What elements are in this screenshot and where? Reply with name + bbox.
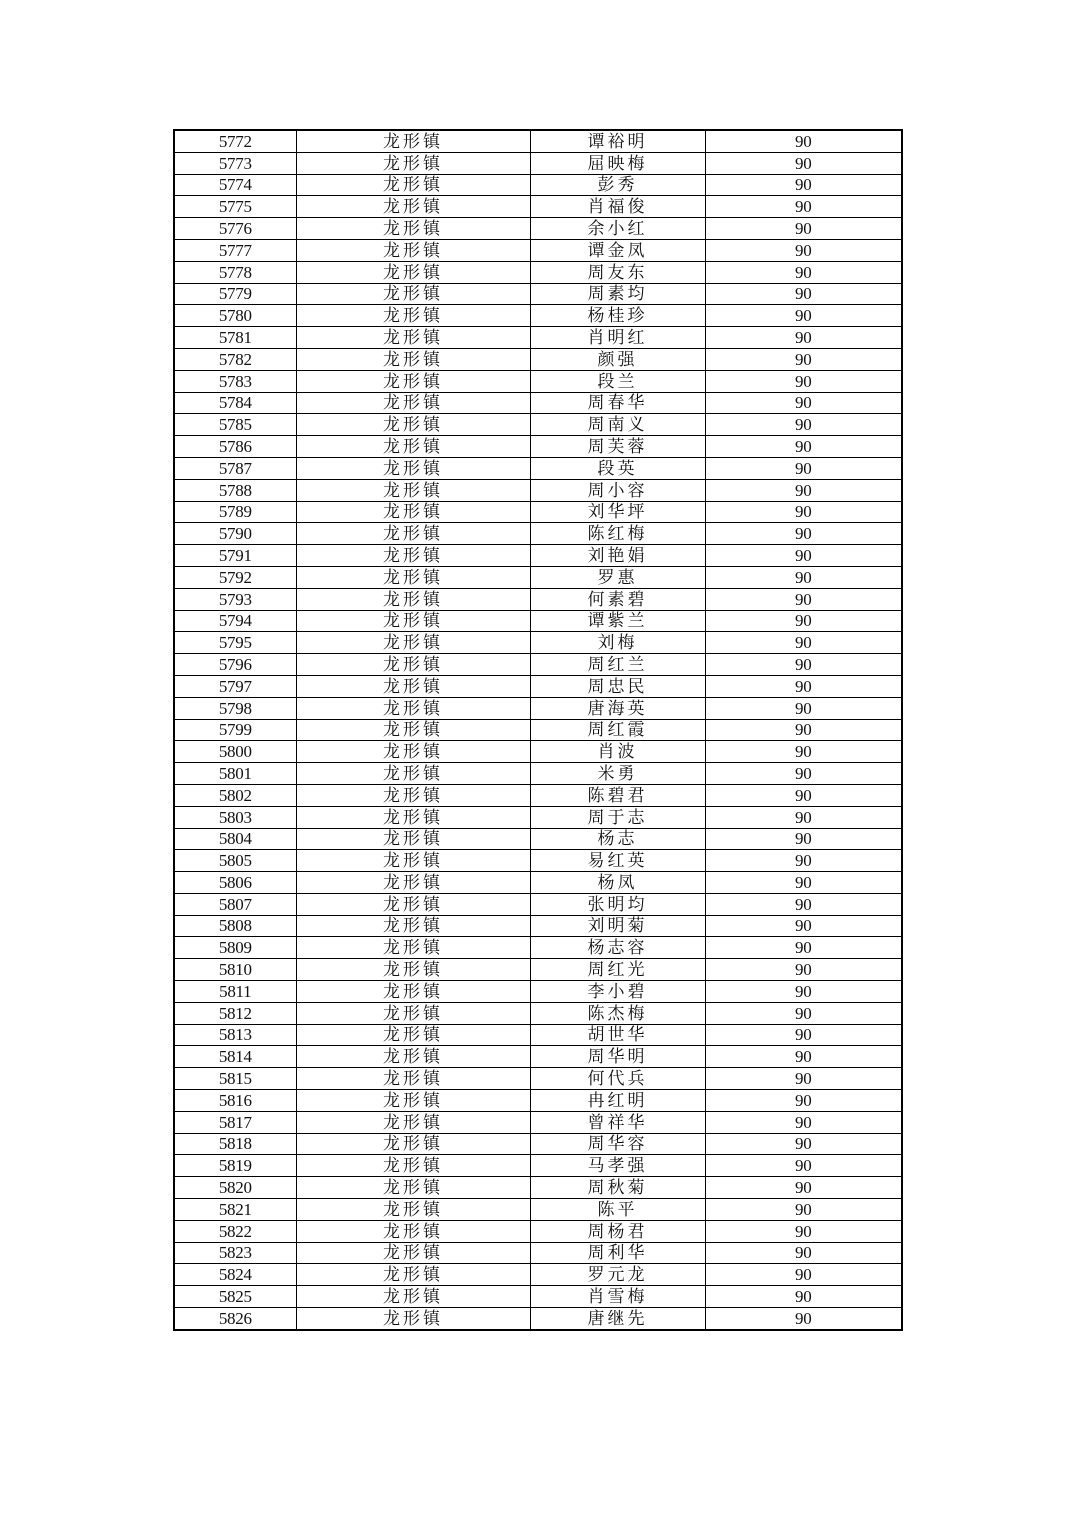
table-row — [174, 1090, 902, 1112]
name-cell: 陈红梅 — [530, 523, 705, 545]
amount-cell: 90 — [705, 1090, 902, 1112]
table-row — [174, 283, 902, 305]
name-cell: 周素均 — [530, 283, 705, 305]
table-row — [174, 152, 902, 174]
town-cell: 龙形镇 — [296, 828, 530, 850]
table-row — [174, 130, 902, 152]
table-row — [174, 959, 902, 981]
row-number-cell: 5807 — [174, 893, 296, 915]
row-number-cell: 5818 — [174, 1133, 296, 1155]
town-cell: 龙形镇 — [296, 763, 530, 785]
name-cell: 刘艳娟 — [530, 545, 705, 567]
name-cell: 何代兵 — [530, 1068, 705, 1090]
table-row — [174, 654, 902, 676]
name-cell: 杨桂珍 — [530, 305, 705, 327]
table-row — [174, 370, 902, 392]
row-number-cell: 5796 — [174, 654, 296, 676]
town-cell: 龙形镇 — [296, 675, 530, 697]
town-cell: 龙形镇 — [296, 1002, 530, 1024]
name-cell: 周友东 — [530, 261, 705, 283]
town-cell: 龙形镇 — [296, 174, 530, 196]
row-number-cell: 5773 — [174, 152, 296, 174]
name-cell: 周芙蓉 — [530, 436, 705, 458]
town-cell: 龙形镇 — [296, 1286, 530, 1308]
table-row — [174, 893, 902, 915]
name-cell: 周于志 — [530, 806, 705, 828]
name-cell: 周红兰 — [530, 654, 705, 676]
row-number-cell: 5802 — [174, 784, 296, 806]
town-cell: 龙形镇 — [296, 218, 530, 240]
town-cell: 龙形镇 — [296, 1090, 530, 1112]
amount-cell: 90 — [705, 239, 902, 261]
town-cell: 龙形镇 — [296, 523, 530, 545]
table-row — [174, 566, 902, 588]
table-row — [174, 261, 902, 283]
town-cell: 龙形镇 — [296, 784, 530, 806]
table-row — [174, 1068, 902, 1090]
name-cell: 刘华坪 — [530, 501, 705, 523]
town-cell: 龙形镇 — [296, 915, 530, 937]
amount-cell: 90 — [705, 697, 902, 719]
name-cell: 周杨君 — [530, 1220, 705, 1242]
town-cell: 龙形镇 — [296, 697, 530, 719]
table-row — [174, 305, 902, 327]
table-row — [174, 457, 902, 479]
town-cell: 龙形镇 — [296, 1308, 530, 1330]
name-cell: 易红英 — [530, 850, 705, 872]
amount-cell: 90 — [705, 675, 902, 697]
row-number-cell: 5774 — [174, 174, 296, 196]
town-cell: 龙形镇 — [296, 479, 530, 501]
name-cell: 肖福俊 — [530, 196, 705, 218]
amount-cell: 90 — [705, 1024, 902, 1046]
amount-cell: 90 — [705, 327, 902, 349]
row-number-cell: 5826 — [174, 1308, 296, 1330]
amount-cell: 90 — [705, 566, 902, 588]
row-number-cell: 5824 — [174, 1264, 296, 1286]
table-row — [174, 414, 902, 436]
table-row — [174, 1155, 902, 1177]
row-number-cell: 5805 — [174, 850, 296, 872]
amount-cell: 90 — [705, 370, 902, 392]
name-cell: 段兰 — [530, 370, 705, 392]
table-row — [174, 697, 902, 719]
row-number-cell: 5808 — [174, 915, 296, 937]
table-row — [174, 479, 902, 501]
amount-cell: 90 — [705, 545, 902, 567]
table-row — [174, 1133, 902, 1155]
row-number-cell: 5779 — [174, 283, 296, 305]
town-cell: 龙形镇 — [296, 152, 530, 174]
name-cell: 陈碧君 — [530, 784, 705, 806]
name-cell: 杨凤 — [530, 872, 705, 894]
town-cell: 龙形镇 — [296, 392, 530, 414]
name-cell: 彭秀 — [530, 174, 705, 196]
table-row — [174, 1286, 902, 1308]
name-cell: 肖雪梅 — [530, 1286, 705, 1308]
name-cell: 杨志 — [530, 828, 705, 850]
row-number-cell: 5821 — [174, 1199, 296, 1221]
town-cell: 龙形镇 — [296, 937, 530, 959]
name-cell: 刘明菊 — [530, 915, 705, 937]
amount-cell: 90 — [705, 283, 902, 305]
name-cell: 冉红明 — [530, 1090, 705, 1112]
row-number-cell: 5823 — [174, 1242, 296, 1264]
amount-cell: 90 — [705, 588, 902, 610]
table-row — [174, 348, 902, 370]
amount-cell: 90 — [705, 1308, 902, 1330]
amount-cell: 90 — [705, 305, 902, 327]
row-number-cell: 5809 — [174, 937, 296, 959]
table-row — [174, 1220, 902, 1242]
table-row — [174, 850, 902, 872]
table-row — [174, 501, 902, 523]
amount-cell: 90 — [705, 893, 902, 915]
town-cell: 龙形镇 — [296, 1024, 530, 1046]
table-row — [174, 1024, 902, 1046]
amount-cell: 90 — [705, 1177, 902, 1199]
name-cell: 周忠民 — [530, 675, 705, 697]
amount-cell: 90 — [705, 719, 902, 741]
name-cell: 刘梅 — [530, 632, 705, 654]
table-row — [174, 174, 902, 196]
name-cell: 周南义 — [530, 414, 705, 436]
row-number-cell: 5812 — [174, 1002, 296, 1024]
amount-cell: 90 — [705, 1068, 902, 1090]
amount-cell: 90 — [705, 1220, 902, 1242]
amount-cell: 90 — [705, 436, 902, 458]
name-cell: 周小容 — [530, 479, 705, 501]
name-cell: 周秋菊 — [530, 1177, 705, 1199]
table-row — [174, 632, 902, 654]
row-number-cell: 5814 — [174, 1046, 296, 1068]
table-row — [174, 741, 902, 763]
row-number-cell: 5786 — [174, 436, 296, 458]
table-body — [174, 130, 902, 1330]
amount-cell: 90 — [705, 828, 902, 850]
amount-cell: 90 — [705, 1242, 902, 1264]
row-number-cell: 5801 — [174, 763, 296, 785]
town-cell: 龙形镇 — [296, 719, 530, 741]
town-cell: 龙形镇 — [296, 501, 530, 523]
row-number-cell: 5790 — [174, 523, 296, 545]
row-number-cell: 5793 — [174, 588, 296, 610]
amount-cell: 90 — [705, 763, 902, 785]
row-number-cell: 5813 — [174, 1024, 296, 1046]
table-row — [174, 1199, 902, 1221]
amount-cell: 90 — [705, 937, 902, 959]
town-cell: 龙形镇 — [296, 654, 530, 676]
row-number-cell: 5775 — [174, 196, 296, 218]
name-cell: 谭紫兰 — [530, 610, 705, 632]
name-cell: 米勇 — [530, 763, 705, 785]
town-cell: 龙形镇 — [296, 1133, 530, 1155]
table-row — [174, 1111, 902, 1133]
amount-cell: 90 — [705, 610, 902, 632]
name-cell: 周春华 — [530, 392, 705, 414]
amount-cell: 90 — [705, 806, 902, 828]
table-row — [174, 1177, 902, 1199]
name-cell: 何素碧 — [530, 588, 705, 610]
name-cell: 罗惠 — [530, 566, 705, 588]
town-cell: 龙形镇 — [296, 1155, 530, 1177]
town-cell: 龙形镇 — [296, 327, 530, 349]
row-number-cell: 5816 — [174, 1090, 296, 1112]
row-number-cell: 5791 — [174, 545, 296, 567]
amount-cell: 90 — [705, 130, 902, 152]
name-cell: 陈平 — [530, 1199, 705, 1221]
town-cell: 龙形镇 — [296, 806, 530, 828]
town-cell: 龙形镇 — [296, 588, 530, 610]
table-row — [174, 239, 902, 261]
town-cell: 龙形镇 — [296, 610, 530, 632]
table-row — [174, 327, 902, 349]
table-row — [174, 610, 902, 632]
town-cell: 龙形镇 — [296, 261, 530, 283]
row-number-cell: 5811 — [174, 981, 296, 1003]
row-number-cell: 5781 — [174, 327, 296, 349]
row-number-cell: 5825 — [174, 1286, 296, 1308]
row-number-cell: 5784 — [174, 392, 296, 414]
row-number-cell: 5817 — [174, 1111, 296, 1133]
row-number-cell: 5795 — [174, 632, 296, 654]
table-row — [174, 784, 902, 806]
amount-cell: 90 — [705, 457, 902, 479]
table-row — [174, 1308, 902, 1330]
table-row — [174, 675, 902, 697]
name-cell: 陈杰梅 — [530, 1002, 705, 1024]
table-row — [174, 763, 902, 785]
town-cell: 龙形镇 — [296, 893, 530, 915]
row-number-cell: 5822 — [174, 1220, 296, 1242]
amount-cell: 90 — [705, 1155, 902, 1177]
row-number-cell: 5819 — [174, 1155, 296, 1177]
amount-cell: 90 — [705, 348, 902, 370]
table-row — [174, 196, 902, 218]
table-row — [174, 981, 902, 1003]
row-number-cell: 5787 — [174, 457, 296, 479]
name-cell: 周红霞 — [530, 719, 705, 741]
town-cell: 龙形镇 — [296, 632, 530, 654]
row-number-cell: 5804 — [174, 828, 296, 850]
amount-cell: 90 — [705, 1286, 902, 1308]
row-number-cell: 5777 — [174, 239, 296, 261]
row-number-cell: 5789 — [174, 501, 296, 523]
name-cell: 周华明 — [530, 1046, 705, 1068]
table-row — [174, 872, 902, 894]
row-number-cell: 5799 — [174, 719, 296, 741]
town-cell: 龙形镇 — [296, 348, 530, 370]
name-cell: 肖明红 — [530, 327, 705, 349]
row-number-cell: 5782 — [174, 348, 296, 370]
town-cell: 龙形镇 — [296, 305, 530, 327]
town-cell: 龙形镇 — [296, 1199, 530, 1221]
name-cell: 曾祥华 — [530, 1111, 705, 1133]
table-row — [174, 1046, 902, 1068]
row-number-cell: 5780 — [174, 305, 296, 327]
town-cell: 龙形镇 — [296, 981, 530, 1003]
amount-cell: 90 — [705, 152, 902, 174]
name-cell: 段英 — [530, 457, 705, 479]
amount-cell: 90 — [705, 654, 902, 676]
town-cell: 龙形镇 — [296, 370, 530, 392]
amount-cell: 90 — [705, 915, 902, 937]
town-cell: 龙形镇 — [296, 741, 530, 763]
row-number-cell: 5810 — [174, 959, 296, 981]
row-number-cell: 5794 — [174, 610, 296, 632]
town-cell: 龙形镇 — [296, 545, 530, 567]
table-row — [174, 392, 902, 414]
table-row — [174, 436, 902, 458]
name-cell: 肖波 — [530, 741, 705, 763]
amount-cell: 90 — [705, 218, 902, 240]
name-cell: 胡世华 — [530, 1024, 705, 1046]
table-row — [174, 1002, 902, 1024]
town-cell: 龙形镇 — [296, 1220, 530, 1242]
table-row — [174, 806, 902, 828]
amount-cell: 90 — [705, 1133, 902, 1155]
town-cell: 龙形镇 — [296, 457, 530, 479]
amount-cell: 90 — [705, 196, 902, 218]
amount-cell: 90 — [705, 981, 902, 1003]
table-row — [174, 937, 902, 959]
table-row — [174, 1242, 902, 1264]
name-cell: 余小红 — [530, 218, 705, 240]
town-cell: 龙形镇 — [296, 283, 530, 305]
table-row — [174, 719, 902, 741]
name-cell: 颜强 — [530, 348, 705, 370]
amount-cell: 90 — [705, 1111, 902, 1133]
amount-cell: 90 — [705, 1264, 902, 1286]
row-number-cell: 5778 — [174, 261, 296, 283]
amount-cell: 90 — [705, 632, 902, 654]
row-number-cell: 5820 — [174, 1177, 296, 1199]
row-number-cell: 5792 — [174, 566, 296, 588]
town-cell: 龙形镇 — [296, 1046, 530, 1068]
amount-cell: 90 — [705, 392, 902, 414]
name-cell: 谭裕明 — [530, 130, 705, 152]
town-cell: 龙形镇 — [296, 1068, 530, 1090]
table-row — [174, 915, 902, 937]
row-number-cell: 5797 — [174, 675, 296, 697]
amount-cell: 90 — [705, 501, 902, 523]
amount-cell: 90 — [705, 1199, 902, 1221]
name-cell: 周华容 — [530, 1133, 705, 1155]
town-cell: 龙形镇 — [296, 436, 530, 458]
name-cell: 屈映梅 — [530, 152, 705, 174]
name-cell: 周红光 — [530, 959, 705, 981]
name-cell: 杨志容 — [530, 937, 705, 959]
town-cell: 龙形镇 — [296, 566, 530, 588]
row-number-cell: 5783 — [174, 370, 296, 392]
table-row — [174, 828, 902, 850]
amount-cell: 90 — [705, 872, 902, 894]
row-number-cell: 5803 — [174, 806, 296, 828]
amount-cell: 90 — [705, 959, 902, 981]
name-cell: 罗元龙 — [530, 1264, 705, 1286]
amount-cell: 90 — [705, 479, 902, 501]
row-number-cell: 5806 — [174, 872, 296, 894]
name-cell: 唐继先 — [530, 1308, 705, 1330]
name-cell: 谭金凤 — [530, 239, 705, 261]
data-table — [173, 129, 903, 1331]
row-number-cell: 5798 — [174, 697, 296, 719]
amount-cell: 90 — [705, 784, 902, 806]
row-number-cell: 5815 — [174, 1068, 296, 1090]
town-cell: 龙形镇 — [296, 959, 530, 981]
amount-cell: 90 — [705, 741, 902, 763]
row-number-cell: 5785 — [174, 414, 296, 436]
table-row — [174, 545, 902, 567]
name-cell: 周利华 — [530, 1242, 705, 1264]
amount-cell: 90 — [705, 174, 902, 196]
name-cell: 唐海英 — [530, 697, 705, 719]
table-row — [174, 218, 902, 240]
town-cell: 龙形镇 — [296, 872, 530, 894]
town-cell: 龙形镇 — [296, 1111, 530, 1133]
name-cell: 张明均 — [530, 893, 705, 915]
row-number-cell: 5800 — [174, 741, 296, 763]
town-cell: 龙形镇 — [296, 130, 530, 152]
row-number-cell: 5772 — [174, 130, 296, 152]
town-cell: 龙形镇 — [296, 850, 530, 872]
amount-cell: 90 — [705, 1002, 902, 1024]
amount-cell: 90 — [705, 850, 902, 872]
table-row — [174, 588, 902, 610]
name-cell: 马孝强 — [530, 1155, 705, 1177]
amount-cell: 90 — [705, 1046, 902, 1068]
town-cell: 龙形镇 — [296, 239, 530, 261]
amount-cell: 90 — [705, 261, 902, 283]
amount-cell: 90 — [705, 414, 902, 436]
row-number-cell: 5788 — [174, 479, 296, 501]
table-row — [174, 1264, 902, 1286]
amount-cell: 90 — [705, 523, 902, 545]
table-row — [174, 523, 902, 545]
town-cell: 龙形镇 — [296, 414, 530, 436]
town-cell: 龙形镇 — [296, 196, 530, 218]
town-cell: 龙形镇 — [296, 1242, 530, 1264]
town-cell: 龙形镇 — [296, 1264, 530, 1286]
town-cell: 龙形镇 — [296, 1177, 530, 1199]
row-number-cell: 5776 — [174, 218, 296, 240]
name-cell: 李小碧 — [530, 981, 705, 1003]
